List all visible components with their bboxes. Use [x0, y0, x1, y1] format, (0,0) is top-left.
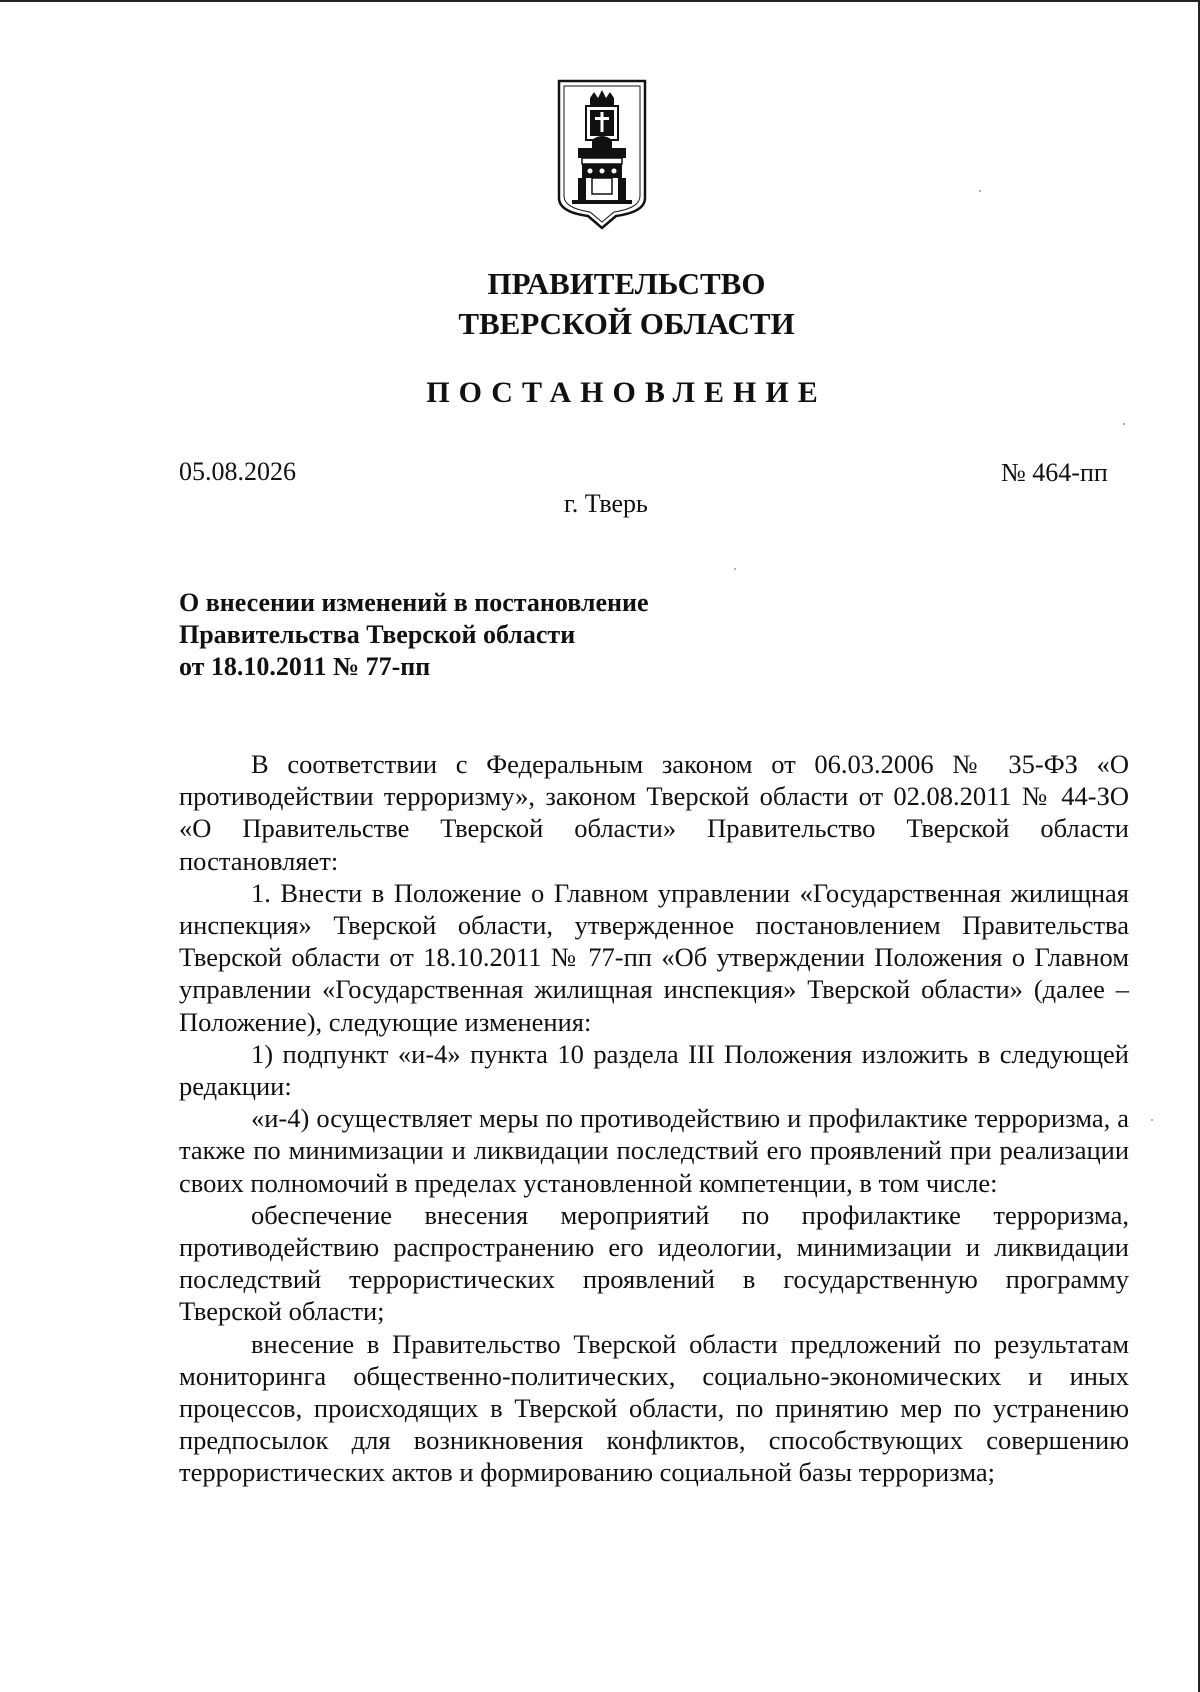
document-type: ПОСТАНОВЛЕНИЕ — [426, 376, 827, 409]
scan-speck — [734, 568, 736, 570]
body-paragraph: «и-4) осуществляет меры по противодействию и профилактике терроризма, а также по минимизации и ликвидации последствий его проявлений при реализации своих полномочий в пределах установленной компетенции, в том числе: — [179, 1103, 1129, 1198]
body-paragraph: 1. Внести в Положение о Главном управлении «Государственная жилищная инспекция» Тверской области, утвержденное постановлением Правительства Тверской области от 18.10.2011 № 77-пп «Об утверждении Положения о Главном управлении «Государственная жилищная инспекция» Тверской области» (далее – Положение), следующие изменения: — [179, 877, 1129, 1037]
org-name-line2: ТВЕРСКОЙ ОБЛАСТИ — [458, 306, 795, 341]
subject-line2: Правительства Тверской области — [179, 620, 576, 649]
subject-line3: от 18.10.2011 № 77-пп — [179, 652, 431, 681]
document-number: № 464-пп — [1001, 458, 1108, 487]
document-subject — [179, 587, 649, 683]
body-paragraph: 1) подпункт «и-4» пункта 10 раздела III Положения изложить в следующей редакции: — [179, 1038, 1129, 1102]
document-date: 05.08.2026 — [179, 457, 296, 486]
document-body — [179, 748, 1129, 1489]
org-name-line1: ПРАВИТЕЛЬСТВО — [487, 266, 766, 301]
tver-coat-of-arms-icon — [556, 78, 648, 230]
subject-line1: О внесении изменений в постановление — [179, 588, 649, 617]
organization-name — [0, 264, 1200, 344]
body-paragraph: обеспечение внесения мероприятий по профилактике терроризма, противодействию распространению его идеологии, минимизации и ликвидации последствий террористических проявлений в государственную программу Тверской области; — [179, 1199, 1129, 1327]
scan-speck — [1151, 1119, 1153, 1121]
scan-speck — [979, 190, 981, 192]
body-paragraph: В соответствии с Федеральным законом от 06.03.2006 № 35-ФЗ «О противодействии терроризму», законом Тверской области от 02.08.2011 № 44-ЗО «О Правительстве Тверской области» Правительство Тверской области постановляет: — [179, 749, 1129, 876]
scan-speck — [1123, 423, 1125, 425]
body-paragraph: внесение в Правительство Тверской области предложений по результатам мониторинга общественно-политических, социально-экономических и иных процессов, происходящих в Тверской области, по принятию мер по устранению предпосылок для возникновения конфликтов, способствующих совершению террористических актов и формированию социальной базы терроризма; — [179, 1328, 1129, 1488]
document-city: г. Тверь — [564, 489, 648, 518]
